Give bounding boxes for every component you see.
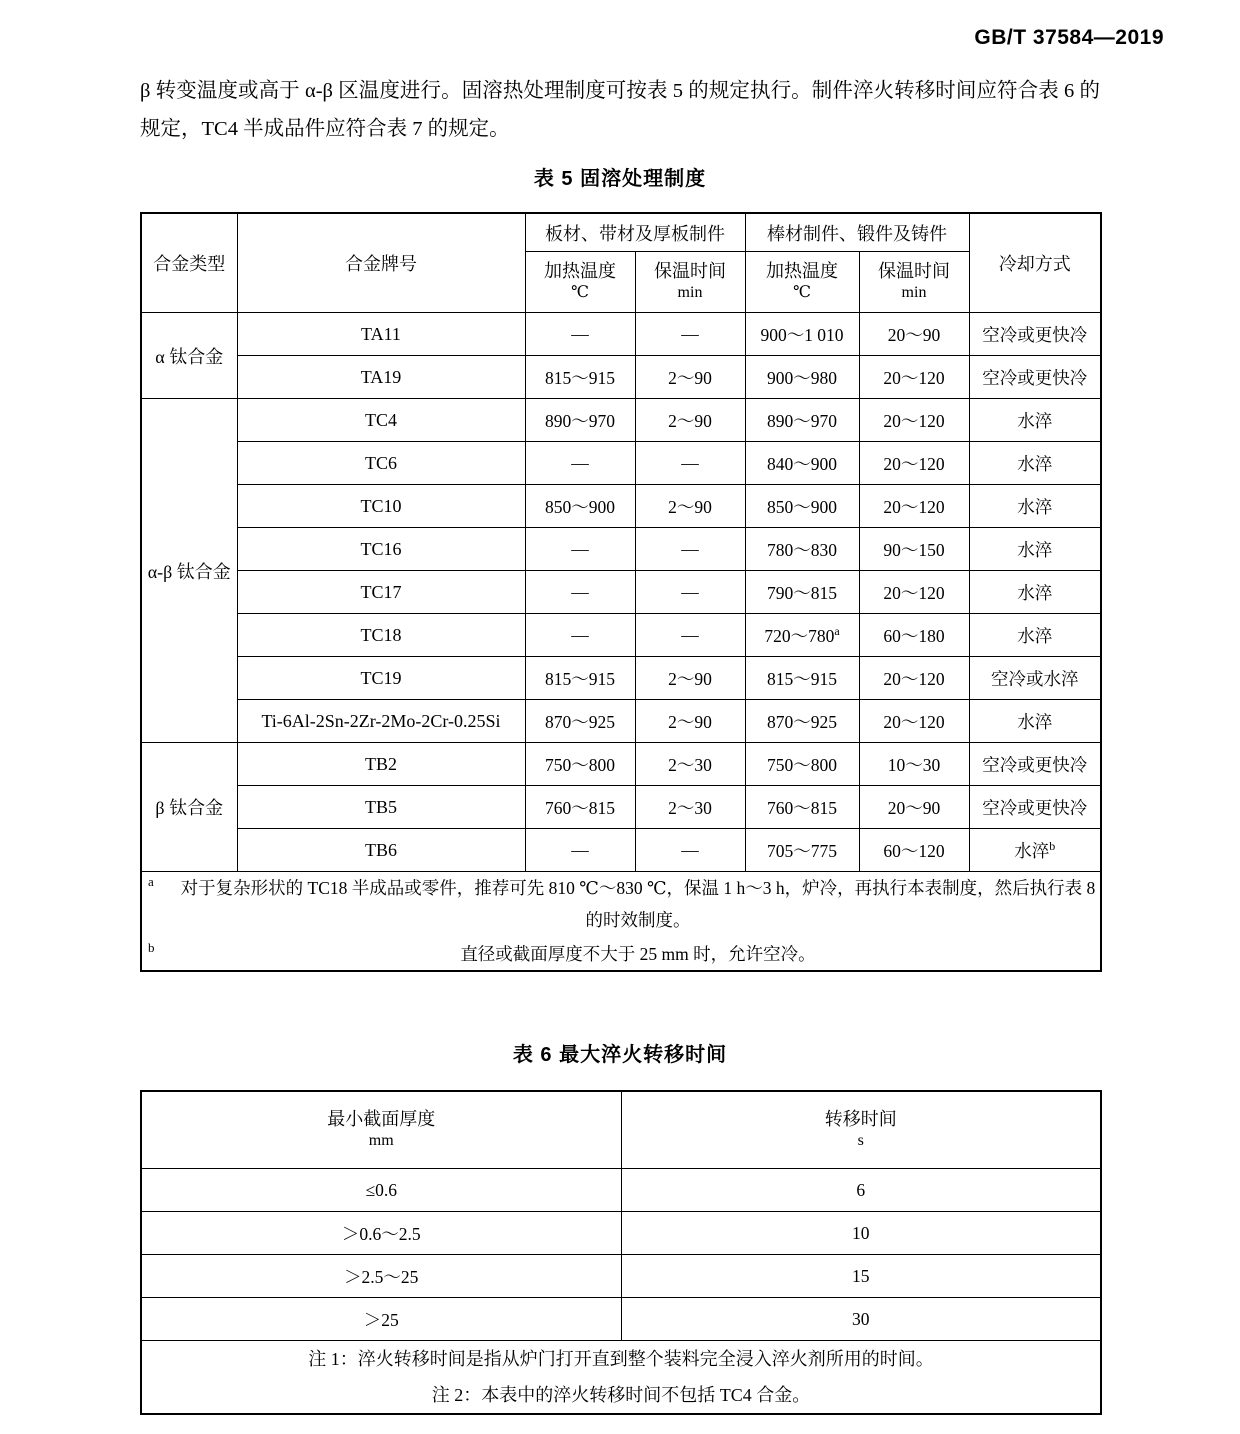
footnote-ref-a: a [834,623,840,638]
table6-body [141,1169,1101,1415]
cell-bar-time: 10～30 [859,743,969,786]
cell-alloy-grade: TC6 [237,442,525,485]
cell-alloy-type: α 钛合金 [141,313,237,399]
table-row [141,743,1101,786]
cell-bar-temp: 705～775 [745,829,859,872]
body-paragraph [140,72,1100,148]
cell-bar-time: 20～120 [859,356,969,399]
th-transfer-time [621,1091,1101,1169]
cell-alloy-grade: TC16 [237,528,525,571]
table-row [141,829,1101,872]
th-bar-hold-time-label: 保温时间 [878,261,950,281]
cell-sheet-time: — [635,829,745,872]
cell-cooling: 水淬 [969,614,1101,657]
table-row [141,1212,1101,1255]
table6-notes-row [141,1341,1101,1415]
cell-sheet-time: 2～90 [635,399,745,442]
cell-thickness: ＞25 [141,1298,621,1341]
cell-sheet-time: 2～90 [635,657,745,700]
cell-cooling: 空冷或水淬 [969,657,1101,700]
cell-sheet-time: — [635,614,745,657]
cell-cooling: 水淬 [969,485,1101,528]
th-sheet-hold-time-label: 保温时间 [654,261,726,281]
cell-thickness: ＞2.5～25 [141,1255,621,1298]
cell-sheet-time: — [635,528,745,571]
cell-sheet-temp: 750～800 [525,743,635,786]
cell-bar-time: 20～120 [859,442,969,485]
cell-bar-temp: 900～1 010 [745,313,859,356]
cell-alloy-grade: TB2 [237,743,525,786]
cell-bar-time: 60～180 [859,614,969,657]
cell-thickness: ＞0.6～2.5 [141,1212,621,1255]
th-min-section-thickness-label: 最小截面厚度 [327,1109,436,1129]
cell-bar-time: 90～150 [859,528,969,571]
cell-bar-time: 20～90 [859,313,969,356]
cell-sheet-time: 2～90 [635,356,745,399]
cell-sheet-temp: — [525,829,635,872]
cell-cooling: 水淬 [969,700,1101,743]
cell-sheet-temp: 850～900 [525,485,635,528]
cell-transfer-time: 30 [621,1298,1101,1341]
cell-cooling: 空冷或更快冷 [969,356,1101,399]
cell-transfer-time: 15 [621,1255,1101,1298]
cell-cooling: 水淬 [969,528,1101,571]
th-sheet-hold-time [635,252,745,313]
cell-sheet-temp: 815～915 [525,657,635,700]
cell-bar-time: 20～120 [859,571,969,614]
table6-note-1: 注 1：淬火转移时间是指从炉门打开直到整个装料完全浸入淬火剂所用的时间。 [308,1349,934,1369]
cell-cooling: 空冷或更快冷 [969,313,1101,356]
th-bar-heat-temp-unit: ℃ [793,284,811,301]
cell-alloy-grade: TB6 [237,829,525,872]
table-row [141,1298,1101,1341]
th-bar-hold-time-unit: min [901,284,927,301]
table-row [141,485,1101,528]
table-row [141,786,1101,829]
cell-sheet-time: — [635,571,745,614]
th-bar-heat-temp [745,252,859,313]
table-5-solution-treatment [140,212,1102,972]
cell-thickness: ≤0.6 [141,1169,621,1212]
th-bar-hold-time [859,252,969,313]
table6-header [141,1091,1101,1169]
table-row [141,313,1101,356]
cell-bar-temp: 750～800 [745,743,859,786]
cell-sheet-temp: 870～925 [525,700,635,743]
cell-alloy-grade: TB5 [237,786,525,829]
cell-cooling-value: 水淬 [1014,840,1050,861]
cell-bar-time: 20～90 [859,786,969,829]
cell-sheet-temp: — [525,442,635,485]
footnote-b [142,938,1100,970]
cell-transfer-time: 6 [621,1169,1101,1212]
th-sheet-heat-temp [525,252,635,313]
cell-sheet-time: 2～90 [635,485,745,528]
table-row [141,1255,1101,1298]
cell-alloy-grade: TC18 [237,614,525,657]
cell-bar-temp-value: 720～780 [764,625,835,646]
cell-bar-temp [745,614,859,657]
table5-title: 表 5 固溶处理制度 [533,168,707,190]
cell-bar-time: 20～120 [859,700,969,743]
th-group-bar: 棒材制件、锻件及铸件 [745,213,969,252]
cell-alloy-grade: TA11 [237,313,525,356]
cell-bar-temp: 890～970 [745,399,859,442]
footnote-b-text: 直径或截面厚度不大于 25 mm 时，允许空冷。 [460,944,816,964]
table-row [141,571,1101,614]
footnote-b-mark: b [148,940,155,955]
cell-sheet-temp: — [525,571,635,614]
footnote-a-mark: a [148,874,154,889]
footnote-a-text: 对于复杂形状的 TC18 半成品或零件，推荐可先 810 ℃～830 ℃，保温 1 h～3 h，炉冷，再执行本表制度，然后执行表 8 的时效制度。 [180,878,1096,930]
cell-sheet-temp: 890～970 [525,399,635,442]
footnote-a [142,872,1100,936]
table6-note-2: 注 2：本表中的淬火转移时间不包括 TC4 合金。 [431,1385,811,1405]
cell-bar-temp: 850～900 [745,485,859,528]
cell-sheet-time: 2～30 [635,786,745,829]
table-row [141,614,1101,657]
cell-sheet-time: — [635,313,745,356]
cell-cooling: 水淬 [969,442,1101,485]
table6-title: 表 6 最大淬火转移时间 [512,1044,728,1066]
cell-sheet-temp: 815～915 [525,356,635,399]
cell-alloy-grade: TC4 [237,399,525,442]
table5-body [141,313,1101,972]
cell-sheet-temp: — [525,528,635,571]
table6-notes [141,1341,1101,1415]
cell-bar-temp: 815～915 [745,657,859,700]
cell-transfer-time: 10 [621,1212,1101,1255]
cell-alloy-grade: TC19 [237,657,525,700]
cell-bar-temp: 780～830 [745,528,859,571]
cell-cooling: 空冷或更快冷 [969,786,1101,829]
table-row [141,528,1101,571]
th-transfer-time-unit: s [857,1132,864,1149]
cell-bar-time: 60～120 [859,829,969,872]
th-sheet-heat-temp-unit: ℃ [571,284,589,301]
table-row [141,657,1101,700]
cell-bar-temp: 790～815 [745,571,859,614]
footnote-ref-b: b [1049,838,1056,853]
table-row [141,356,1101,399]
cell-alloy-grade: Ti-6Al-2Sn-2Zr-2Mo-2Cr-0.25Si [237,700,525,743]
cell-sheet-temp: 760～815 [525,786,635,829]
th-alloy-type: 合金类型 [141,213,237,313]
table5-footnotes [141,872,1101,972]
cell-cooling: 水淬 [969,571,1101,614]
body-paragraph-text: β 转变温度或高于 α-β 区温度进行。固溶热处理制度可按表 5 的规定执行。制件淬火转移时间应符合表 6 的规定，TC4 半成品件应符合表 7 的规定。 [140,80,1100,140]
cell-bar-temp: 760～815 [745,786,859,829]
th-sheet-heat-temp-label: 加热温度 [544,261,616,281]
cell-alloy-grade: TC17 [237,571,525,614]
cell-alloy-type: β 钛合金 [141,743,237,872]
cell-bar-time: 20～120 [859,657,969,700]
cell-alloy-grade: TC10 [237,485,525,528]
page-header-standard-code: GB/T 37584—2019 [974,26,1164,49]
table5-footnotes-row [141,872,1101,972]
cell-bar-time: 20～120 [859,399,969,442]
cell-sheet-time: 2～90 [635,700,745,743]
cell-alloy-grade: TA19 [237,356,525,399]
cell-bar-time: 20～120 [859,485,969,528]
table-row [141,399,1101,442]
table-row [141,442,1101,485]
th-min-section-thickness-unit: mm [368,1132,394,1149]
cell-alloy-type: α-β 钛合金 [141,399,237,743]
table-row [141,1169,1101,1212]
cell-cooling: 水淬 [969,399,1101,442]
th-transfer-time-label: 转移时间 [824,1109,897,1129]
table-row [141,700,1101,743]
cell-bar-temp: 870～925 [745,700,859,743]
th-bar-heat-temp-label: 加热温度 [766,261,838,281]
cell-sheet-temp: — [525,313,635,356]
th-min-section-thickness [141,1091,621,1169]
cell-sheet-temp: — [525,614,635,657]
th-group-sheet: 板材、带材及厚板制件 [525,213,745,252]
th-cooling: 冷却方式 [969,213,1101,313]
th-alloy-grade: 合金牌号 [237,213,525,313]
cell-cooling: 空冷或更快冷 [969,743,1101,786]
cell-sheet-time: — [635,442,745,485]
table-6-max-quench-transfer-time [140,1090,1102,1415]
th-sheet-hold-time-unit: min [677,284,703,301]
cell-cooling [969,829,1101,872]
cell-sheet-time: 2～30 [635,743,745,786]
cell-bar-temp: 900～980 [745,356,859,399]
cell-bar-temp: 840～900 [745,442,859,485]
table5-header [141,213,1101,313]
